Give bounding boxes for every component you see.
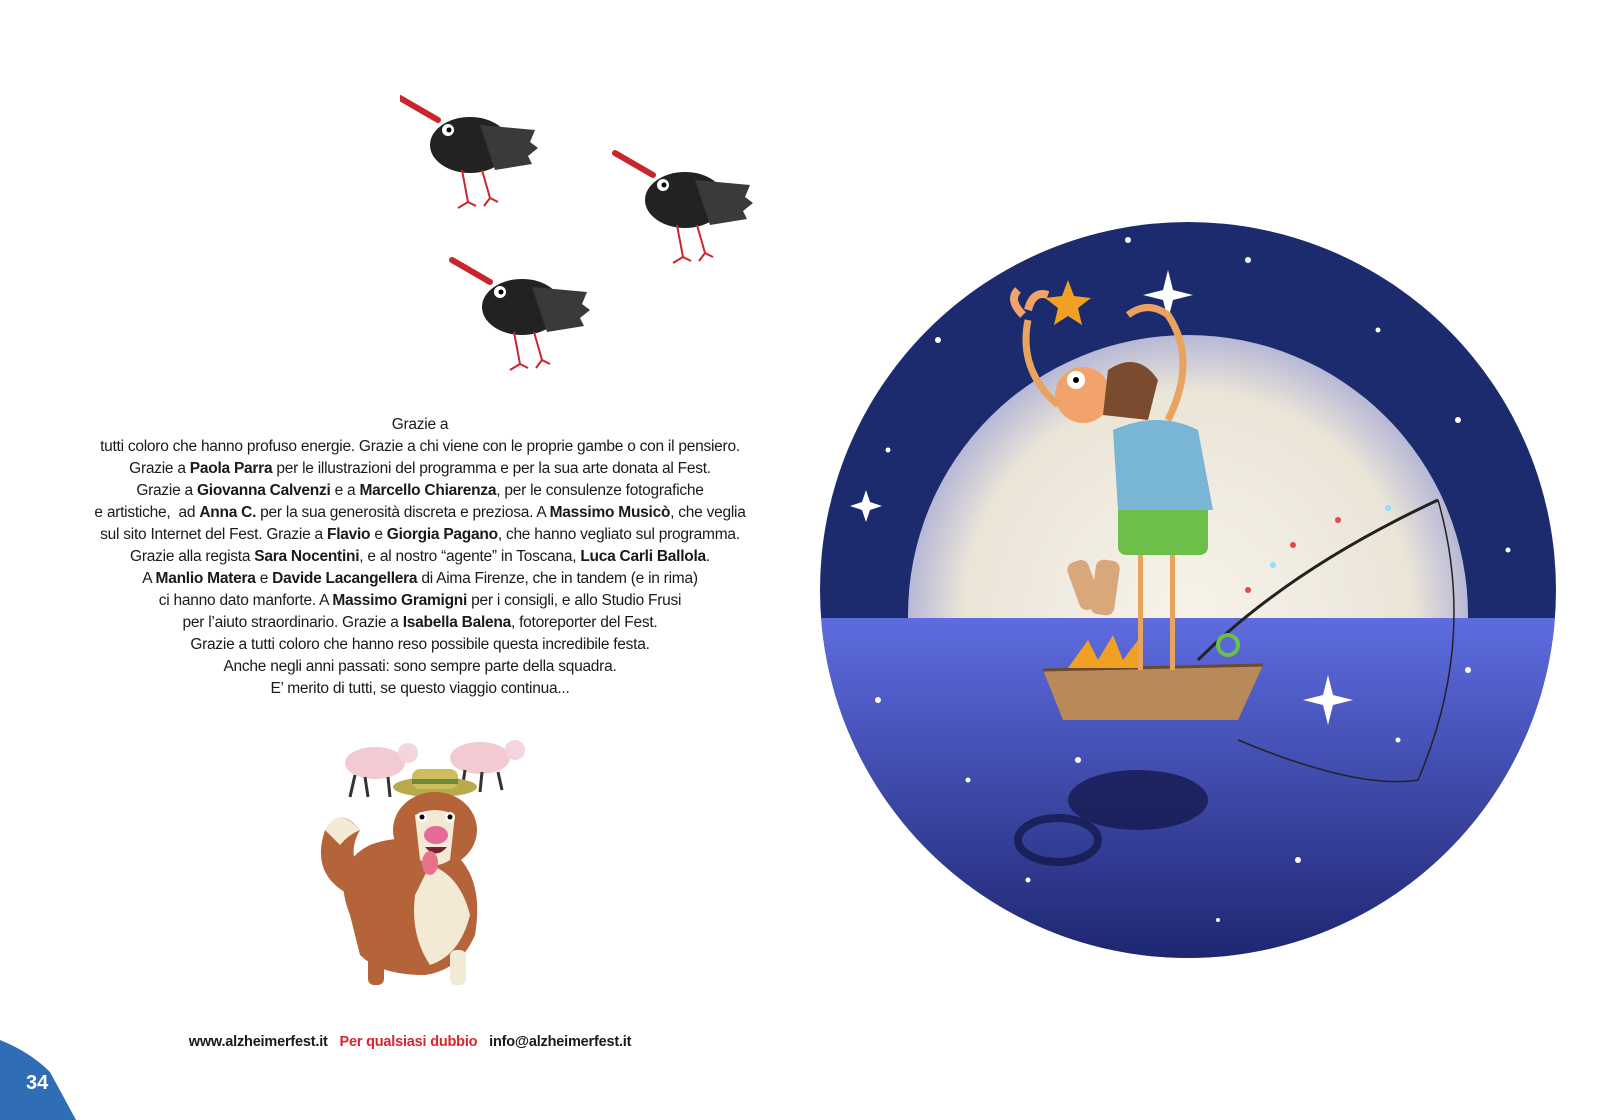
credits-line: E’ merito di tutti, se questo viaggio continua... bbox=[270, 680, 570, 697]
footer-doubt-label: Per qualsiasi dubbio bbox=[339, 1034, 478, 1050]
credits-line: tutti coloro che hanno profuso energie. Grazie a chi viene con le proprie gambe o con il pensiero. bbox=[100, 438, 740, 455]
dog-illustration bbox=[310, 735, 540, 995]
crow-icon bbox=[452, 260, 590, 370]
credits-line: Grazie a bbox=[391, 416, 449, 433]
moon-scene-illustration bbox=[818, 220, 1558, 960]
credits-line: A Manlio Matera e Davide Lacangellera di Aima Firenze, che in tandem (e in rima) bbox=[142, 570, 698, 587]
crow-icon bbox=[615, 153, 753, 263]
credits-line: Anche negli anni passati: sono sempre parte della squadra. bbox=[223, 658, 617, 675]
page-footer bbox=[150, 1034, 670, 1050]
person-name: Giorgia Pagano bbox=[386, 526, 498, 543]
website-link[interactable]: www.alzheimerfest.it bbox=[188, 1034, 328, 1050]
person-name: Luca Carli Ballola bbox=[580, 548, 706, 565]
email-link[interactable]: info@alzheimerfest.it bbox=[489, 1034, 632, 1050]
person-name: Anna C. bbox=[199, 504, 257, 521]
credits-line: e artistiche, ad Anna C. per la sua generosità discreta e preziosa. A Massimo Musicò, che veglia bbox=[94, 504, 746, 521]
person-name: Giovanna Calvenzi bbox=[196, 482, 331, 499]
credits-line: Grazie a tutti coloro che hanno reso possibile questa incredibile festa. bbox=[190, 636, 650, 653]
person-name: Manlio Matera bbox=[155, 570, 256, 587]
page-number: 34 bbox=[26, 1072, 49, 1094]
credits-text bbox=[50, 414, 790, 700]
person-name: Flavio bbox=[326, 526, 371, 543]
person-name: Massimo Musicò bbox=[549, 504, 671, 521]
credits-line: per l’aiuto straordinario. Grazie a Isabella Balena, fotoreporter del Fest. bbox=[182, 614, 658, 631]
person-name: Sara Nocentini bbox=[254, 548, 360, 565]
crow-icon bbox=[400, 98, 538, 208]
credits-line: ci hanno dato manforte. A Massimo Gramigni per i consigli, e allo Studio Frusi bbox=[158, 592, 682, 609]
credits-line: Grazie alla regista Sara Nocentini, e al nostro “agente” in Toscana, Luca Carli Ballola. bbox=[130, 548, 710, 565]
crows-illustration bbox=[400, 90, 780, 390]
person-name: Isabella Balena bbox=[402, 614, 511, 631]
person-name: Marcello Chiarenza bbox=[359, 482, 497, 499]
person-name: Paola Parra bbox=[189, 460, 273, 477]
credits-line: sul sito Internet del Fest. Grazie a Flavio e Giorgia Pagano, che hanno vegliato sul programma. bbox=[100, 526, 740, 543]
person-name: Massimo Gramigni bbox=[332, 592, 468, 609]
credits-line: Grazie a Paola Parra per le illustrazioni del programma e per la sua arte donata al Fest. bbox=[129, 460, 711, 477]
boat bbox=[1043, 665, 1263, 720]
credits-line: Grazie a Giovanna Calvenzi e a Marcello Chiarenza, per le consulenze fotografiche bbox=[136, 482, 704, 499]
person-name: Davide Lacangellera bbox=[272, 570, 418, 587]
